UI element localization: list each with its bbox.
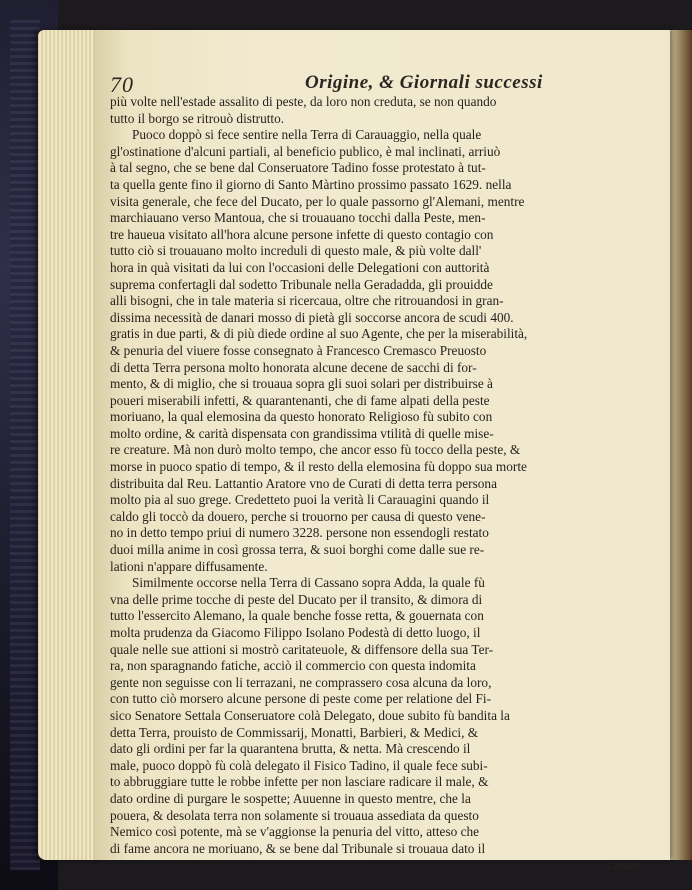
page-number: 70 bbox=[110, 72, 134, 97]
text-line: moriuano, la qual elemosina da questo honorato Religioso fù subito con bbox=[110, 409, 493, 425]
text-line: to abbruggiare tutte le robbe infette per non lasciare radicare il male, & bbox=[110, 774, 489, 790]
catchword: catico bbox=[608, 857, 640, 873]
text-line: ra, non sparagnando fatiche, acciò il commercio con questa indomita bbox=[110, 658, 476, 674]
text-line: quale nelle sue attioni si mostrò caritateuole, & diffensore della sua Ter- bbox=[110, 641, 494, 657]
text-line: visita generale, che fece del Ducato, per lo quale passorno gl'Alemani, mentre bbox=[110, 193, 525, 209]
text-line: di fame ancora ne moriuano, & se bene dal Tribunale si trouaua dato il bbox=[110, 840, 486, 856]
text-line: lationi n'appare diffusamente. bbox=[110, 558, 268, 574]
text-line: marchiauano verso Mantoua, che si trouauano tocchi dalla Peste, men- bbox=[110, 210, 486, 226]
page-stack-edge bbox=[38, 30, 100, 860]
text-line: dato gli ordini per far la quarantena brutta, & netta. Mà crescendo il bbox=[110, 741, 471, 757]
text-line: re creature. Mà non durò molto tempo, che ancor esso fù tocco della peste, & bbox=[110, 442, 521, 458]
text-line: sico Senatore Settala Conseruatore colà Delegato, doue subito fù bandita la bbox=[110, 707, 510, 723]
text-line: gratis in due parti, & di più diede ordine al suo Agente, che per la miserabilità, bbox=[110, 326, 528, 342]
text-line: gente non seguisse con li terrazani, ne comprassero cosa alcuna da loro, bbox=[110, 674, 492, 690]
text-line: ta quella gente fino il giorno di Santo Màrtino prossimo passato 1629. nella bbox=[110, 176, 512, 192]
text-line: con tutto ciò morsero alcune persone di peste come per relatione del Fi- bbox=[110, 691, 492, 707]
running-title: Origine, & Giornali successi bbox=[305, 72, 543, 93]
text-line: no in detto tempo priui di numero 3228. persone non essendogli restato bbox=[110, 525, 489, 541]
text-line: molto pia al suo grege. Credetteto puoi la verità li Carauagini quando il bbox=[110, 492, 490, 508]
text-line: molto ordine, & carità dispensata con grandissima vtilità di quelle mise- bbox=[110, 425, 494, 441]
body-text bbox=[110, 94, 640, 874]
text-line: gl'ostinatione d'alcuni partiali, al beneficio publico, è mal inclinati, arriuò bbox=[110, 143, 501, 159]
text-line: tutto il borgo se ritrouò distrutto. bbox=[110, 110, 285, 126]
text-line: hora in quà visitati da lui con l'occasioni delle Delegationi con auttorità bbox=[110, 259, 490, 275]
text-line: & penuria del viuere fosse consegnato à Francesco Cremasco Preuosto bbox=[110, 342, 487, 358]
text-line: detta Terra, prouisto de Commissarij, Monatti, Barbieri, & Medici, & bbox=[110, 724, 479, 740]
facing-page-edge bbox=[670, 30, 692, 860]
text-line: alli bisogni, che in tale materia si ricercaua, oltre che ritrouandosi in gran- bbox=[110, 293, 504, 309]
text-line: male, puoco doppò fù colà delegato il Fisico Tadino, il quale fece subi- bbox=[110, 757, 488, 773]
text-line: mento, & di miglio, che si trouaua sopra gli suoi solari per distribuirse à bbox=[110, 376, 493, 392]
text-line: tutto l'essercito Alemano, la quale benche fosse retta, & gouernata con bbox=[110, 608, 484, 624]
text-line: duoi milla anime in così grossa terra, & suoi borghi come dalle sue re- bbox=[110, 542, 485, 558]
text-line: di detta Terra persona molto honorata alcune decene de sacchi di for- bbox=[110, 359, 477, 375]
text-line: distribuita dal Reu. Lattantio Aratore vno de Curati di detta terra persona bbox=[110, 475, 497, 491]
text-line: Nemico così potente, mà se v'aggionse la penuria del vitto, atteso che bbox=[110, 824, 480, 840]
text-line: suprema confertagli dal sodetto Tribunale nella Geradadda, gli prouidde bbox=[110, 276, 493, 292]
text-line: pouera, & desolata terra non solamente si trouaua assediata da questo bbox=[110, 807, 479, 823]
text-line: caldo gli toccò da douero, perche si trouorno per causa di questo vene- bbox=[110, 508, 486, 524]
text-line: tutto ciò si trouauano molto increduli di questo male, & più volte dall' bbox=[110, 243, 482, 259]
text-line: più volte nell'estade assalito di peste, da loro non creduta, se non quando bbox=[110, 94, 497, 109]
text-line: morse in puoco spatio di tempo, & il resto della elemosina fù doppo sua morte bbox=[110, 459, 527, 475]
text-line: Puoco doppò si fece sentire nella Terra di Carauaggio, nella quale bbox=[132, 127, 482, 143]
text-line: dissima necessità de danari mosso di pietà gli soccorse ancora de scudi 400. bbox=[110, 309, 514, 325]
text-line: tre haueua visitato all'hora alcune persone infette di questo contagio con bbox=[110, 226, 494, 242]
text-line: à tal segno, che se bene dal Conseruatore Tadino fosse protestato à tut- bbox=[110, 160, 486, 176]
text-line: dato ordine di purgare le sospette; Auuenne in questo mentre, che la bbox=[110, 790, 471, 806]
text-line: Similmente occorse nella Terra di Cassano sopra Adda, la quale fù bbox=[132, 575, 485, 591]
text-line: vna delle prime tocche di peste del Ducato per il transito, & dimora di bbox=[110, 591, 483, 607]
text-line: molta prudenza da Giacomo Filippo Isolano Podestà di detto luogo, il bbox=[110, 625, 481, 640]
text-line: poueri miserabili infetti, & quarantenanti, che di fame alpati della peste bbox=[110, 392, 490, 408]
